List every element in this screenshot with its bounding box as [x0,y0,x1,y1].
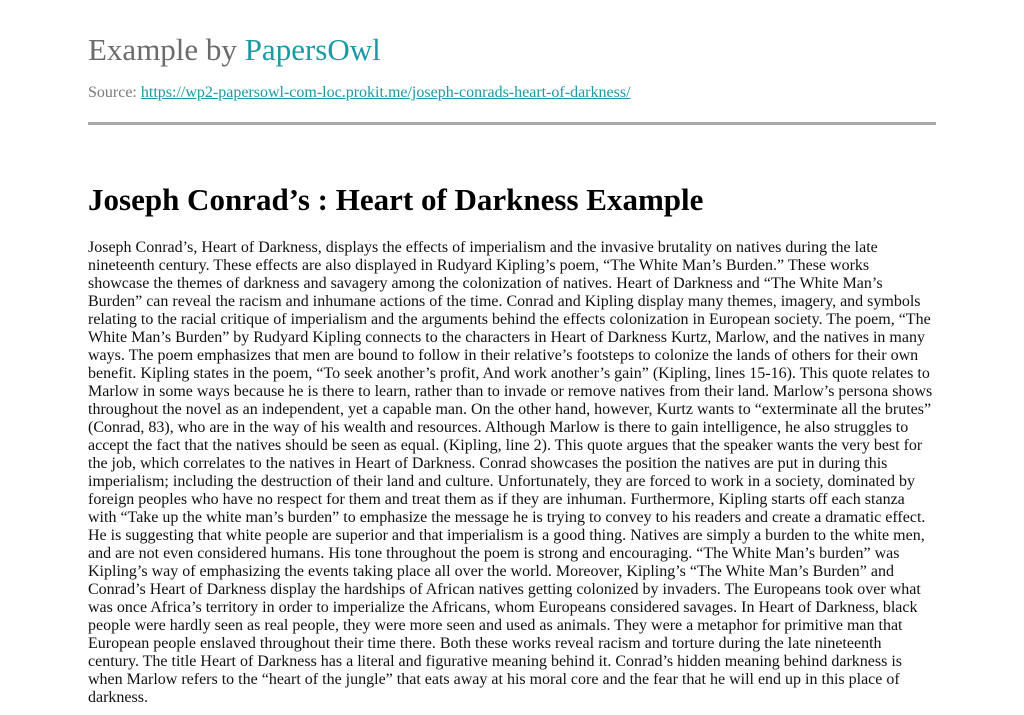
brand-name: PapersOwl [244,32,381,67]
source-line [88,83,936,103]
document-body [88,239,938,707]
brand-heading [88,30,936,70]
body-text-line: He is suggesting that white people are superior and that imperialism is a good thing. Natives are simply a burden to the white men, [88,527,925,544]
body-text-line: benefit. Kipling states in the poem, “To seek another’s profit, And work another’s gain” (Kipling, lines 15-16). This quote relates to [88,365,930,382]
header-divider [88,122,936,125]
body-text-line: Kipling’s way of emphasizing the events taking place all over the world. Moreover, Kipling’s “The White Man’s Burden” and [88,563,894,580]
page-header [88,30,936,103]
body-text-line: people were hardly seen as real people, they were more seen and used as animals. They were a metaphor for primitive man that [88,617,903,634]
body-text-line: ways. The poem emphasizes that men are bound to follow in their relative’s footsteps to colonize the lands of others for their own [88,347,919,364]
body-text-line: Burden” can reveal the racism and inhumane actions of the time. Conrad and Kipling display many themes, imagery, and symbols [88,293,921,310]
body-text-line: the job, which correlates to the natives in Heart of Darkness. Conrad showcases the position the natives are put in during this [88,455,888,472]
body-text-line: accept the fact that the natives should be seen as equal. (Kipling, line 2). This quote argues that the speaker wants the very best for [88,437,923,454]
body-text-line: throughout the novel as an independent, yet a capable man. On the other hand, however, Kurtz wants to “exterminate all the brutes” [88,401,932,418]
body-text-line: with “Take up the white man’s burden” to emphasize the message he is trying to convey to his readers and create a dramatic effect. [88,509,926,526]
body-text-line: when Marlow refers to the “heart of the jungle” that eats away at his moral core and the fear that he will end up in this place of [88,671,900,688]
source-link[interactable]: https://wp2-papersowl-com-loc.prokit.me/joseph-conrads-heart-of-darkness/ [140,84,631,101]
body-text-line: White Man’s Burden” by Rudyard Kipling connects to the characters in Heart of Darkness Kurtz, Marlow, and the natives in many [88,329,925,346]
body-text-line: Joseph Conrad’s, Heart of Darkness, displays the effects of imperialism and the invasive brutality on natives during the late [88,239,878,256]
body-text-line: showcase the themes of darkness and savagery among the colonization of natives. Heart of Darkness and “The White Man’s [88,275,883,292]
body-text-line: foreign peoples who have no respect for them and treat them as if they are inhuman. Furthermore, Kipling starts off each stanza [88,491,905,508]
body-text-line: Marlow in some ways because he is there to learn, rather than to invade or remove natives from their land. Marlow’s persona shows [88,383,933,400]
body-text-line: century. The title Heart of Darkness has a literal and figurative meaning behind it. Conrad’s hidden meaning behind darkness is [88,653,902,670]
brand-prefix: Example by [88,32,245,67]
body-text-line: (Conrad, 83), who are in the way of his wealth and resources. Although Marlow is there to gain intelligence, he also struggles to [88,419,909,436]
body-text-line: Conrad’s Heart of Darkness display the hardships of African natives getting colonized by invaders. The Europeans took over what [88,581,921,598]
body-text-line: was once Africa’s territory in order to imperialize the Africans, whom Europeans considered savages. In Heart of Darkness, black [88,599,918,616]
body-text-line: European people enslaved throughout their time there. Both these works reveal racism and torture during the late nineteenth [88,635,882,652]
body-text-line: imperialism; including the destruction of their land and culture. Unfortunately, they are forced to work in a society, dominated by [88,473,916,490]
document-title: Joseph Conrad’s : Heart of Darkness Example [88,182,704,217]
body-text-line: and are not even considered humans. His tone throughout the poem is strong and encouraging. “The White Man’s burden” was [88,545,900,562]
body-text-line: nineteenth century. These effects are also displayed in Rudyard Kipling’s poem, “The White Man’s Burden.” These works [88,257,870,274]
body-text-line: relating to the racial critique of imperialism and the arguments behind the effects colonization in European society. The poem, “The [88,311,931,328]
source-label: Source: [88,84,141,101]
body-text-line: darkness. [88,689,148,706]
